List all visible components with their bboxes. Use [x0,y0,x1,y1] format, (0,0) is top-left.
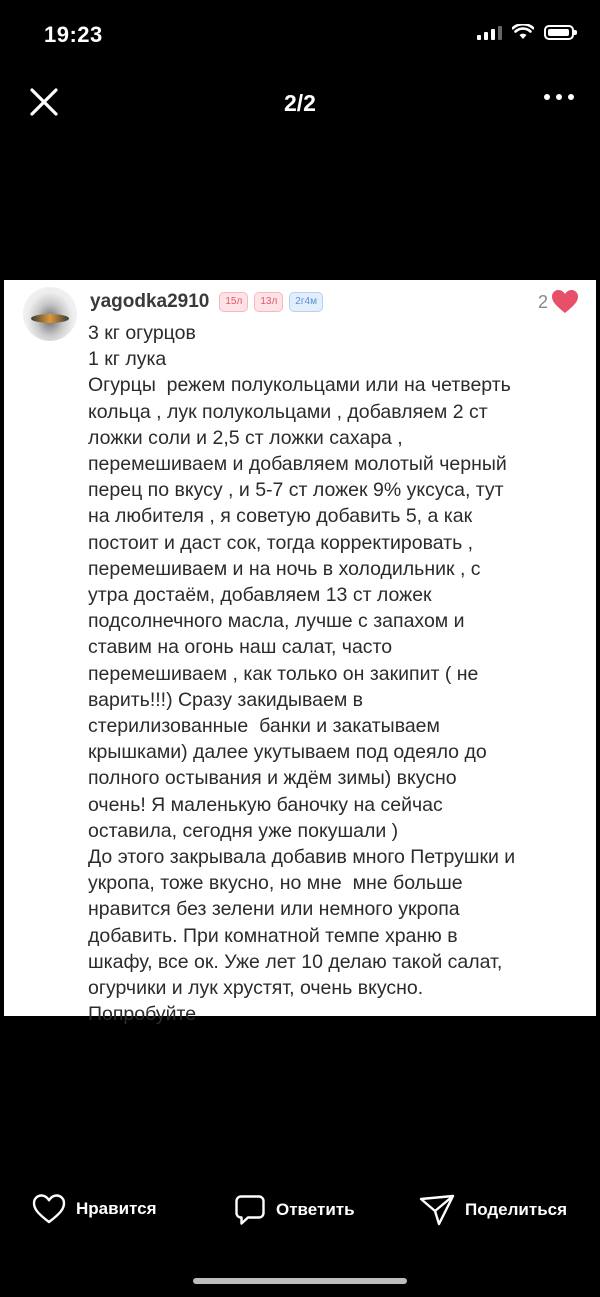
reply-label: Ответить [276,1200,355,1219]
like-count: 2 [537,291,548,312]
status-icons [477,24,574,40]
reply-button[interactable] [234,1194,355,1226]
like-button[interactable] [32,1194,157,1224]
more-icon[interactable] [544,94,574,100]
heart-icon [32,1194,66,1224]
home-indicator[interactable] [193,1278,407,1284]
username[interactable]: yagodka2910 [90,291,210,312]
comment-header [90,291,323,313]
like-label: Нравится [76,1199,157,1218]
heart-icon[interactable] [552,290,578,314]
comment-icon [234,1194,266,1226]
badge-child-age-1: 15л [219,292,248,312]
badge-child-age-3: 2г4м [289,292,323,312]
share-label: Поделиться [465,1200,568,1219]
share-icon [419,1194,455,1226]
comment-like[interactable] [538,290,578,314]
nav-bar [0,70,600,134]
avatar[interactable] [23,287,77,341]
page-counter: 2/2 [284,90,316,116]
battery-icon [544,25,574,40]
action-bar [0,1190,600,1234]
share-button[interactable] [419,1194,567,1226]
status-bar [0,0,600,70]
wifi-icon [512,24,534,40]
comment-text: 3 кг огурцов 1 кг лука Огурцы режем полукольцами или на четверть кольца , лук полукольцами , добавляем 2 ст ложки соли и 2,5 ст ложки сахара , перемешиваем и добавляем молотый черный перец по вкусу , и 5-7 ст ложек 9% уксуса, тут на любителя , я советую добавить 5, а как постоит и даст сок, тогда корректировать , перемешиваем и на ночь в холодильник , с утра достаём, добавляем 13 ст ложек подсолнечного масла, лучше с запахом и ставим на огонь наш салат, часто перемешиваем , как только он закипит ( не варить!!!) Сразу закидываем в стерилизованные банки и закатываем крышками) далее укутываем под одеяло до полного остывания и ждём зимы) вкусно очень! Я маленькую баночку на сейчас оставила, сегодня уже покушали ) До этого закрывала добавив много Петрушки и укропа, тоже вкусно, но мне мне больше нравится без зелени или немного укропа добавить. При комнатной темпе храню в шкафу, все ок. Уже лет 10 делаю такой салат, огурчики и лук хрустят, очень вкусно. Попробуйте [88,322,516,1026]
badge-child-age-2: 13л [254,292,283,312]
comment-card [4,280,596,1026]
signal-icon [477,24,502,40]
status-time: 19:23 [44,22,103,47]
